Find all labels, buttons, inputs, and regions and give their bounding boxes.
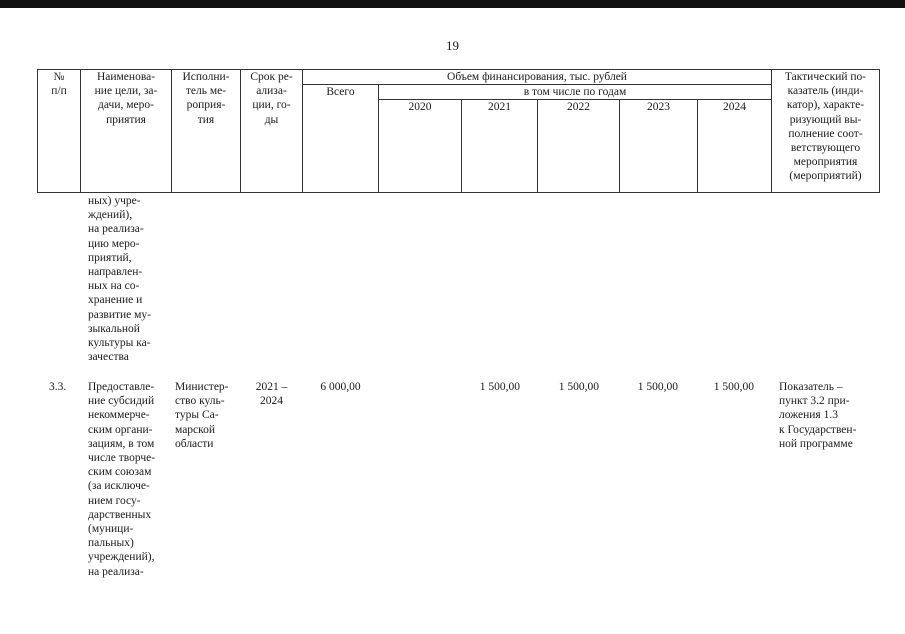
header-total: Всего [326, 86, 355, 98]
row-2021: 1 500,00 [479, 381, 520, 393]
header-year-2020: 2020 [408, 101, 432, 113]
header-year-2023: 2023 [647, 101, 670, 113]
header-term: Срок ре- ализа- ции, го- ды [250, 71, 293, 126]
row-continuation-name: ных) учре- ждений), на реализа- цию меро- приятий, направлен- ных на со- хранение и развитие му- зыкальной культуры ка- зачества [88, 195, 151, 364]
row-name: Предоставле- ние субсидий некоммерче- ским органи- зациям, в том числе творче- ским союзам (за исключе- нием госу- дарственных (муници- пальных) учреждений), на реализа- [88, 381, 156, 578]
header-funding: Объем финансирования, тыс. рублей [447, 71, 627, 83]
row-executor: Министер- ство куль- туры Са- марской области [175, 381, 229, 450]
header-year-2024: 2024 [723, 101, 746, 113]
header-name: Наименова- ние цели, за- дачи, меро- приятия [94, 71, 158, 126]
border-right [879, 69, 880, 193]
row-term: 2021 – 2024 [255, 381, 288, 408]
row-2024: 1 500,00 [713, 381, 754, 393]
row-indicator: Показатель – пункт 3.2 при- ложения 1.3 к Государствен- ной программе [779, 381, 857, 450]
row-number: 3.3. [49, 381, 67, 393]
header-indicator: Тактический по- казатель (инди- катор), характе- ризующий вы- полнение соот- ветствующего мероприятия (мероприятий) [784, 71, 867, 183]
header-num: № п/п [51, 71, 67, 98]
header-executor: Исполни- тель ме- роприя- тия [182, 71, 230, 126]
header-bottom-border [37, 192, 879, 193]
header-year-2022: 2022 [567, 101, 590, 113]
row-2022: 1 500,00 [558, 381, 599, 393]
row-2023: 1 500,00 [637, 381, 678, 393]
row-total: 6 000,00 [320, 381, 361, 393]
top-scan-border [0, 0, 905, 8]
header-by-years: в том числе по годам [523, 86, 627, 98]
page-number: 19 [446, 38, 459, 53]
header-year-2021: 2021 [488, 101, 511, 113]
